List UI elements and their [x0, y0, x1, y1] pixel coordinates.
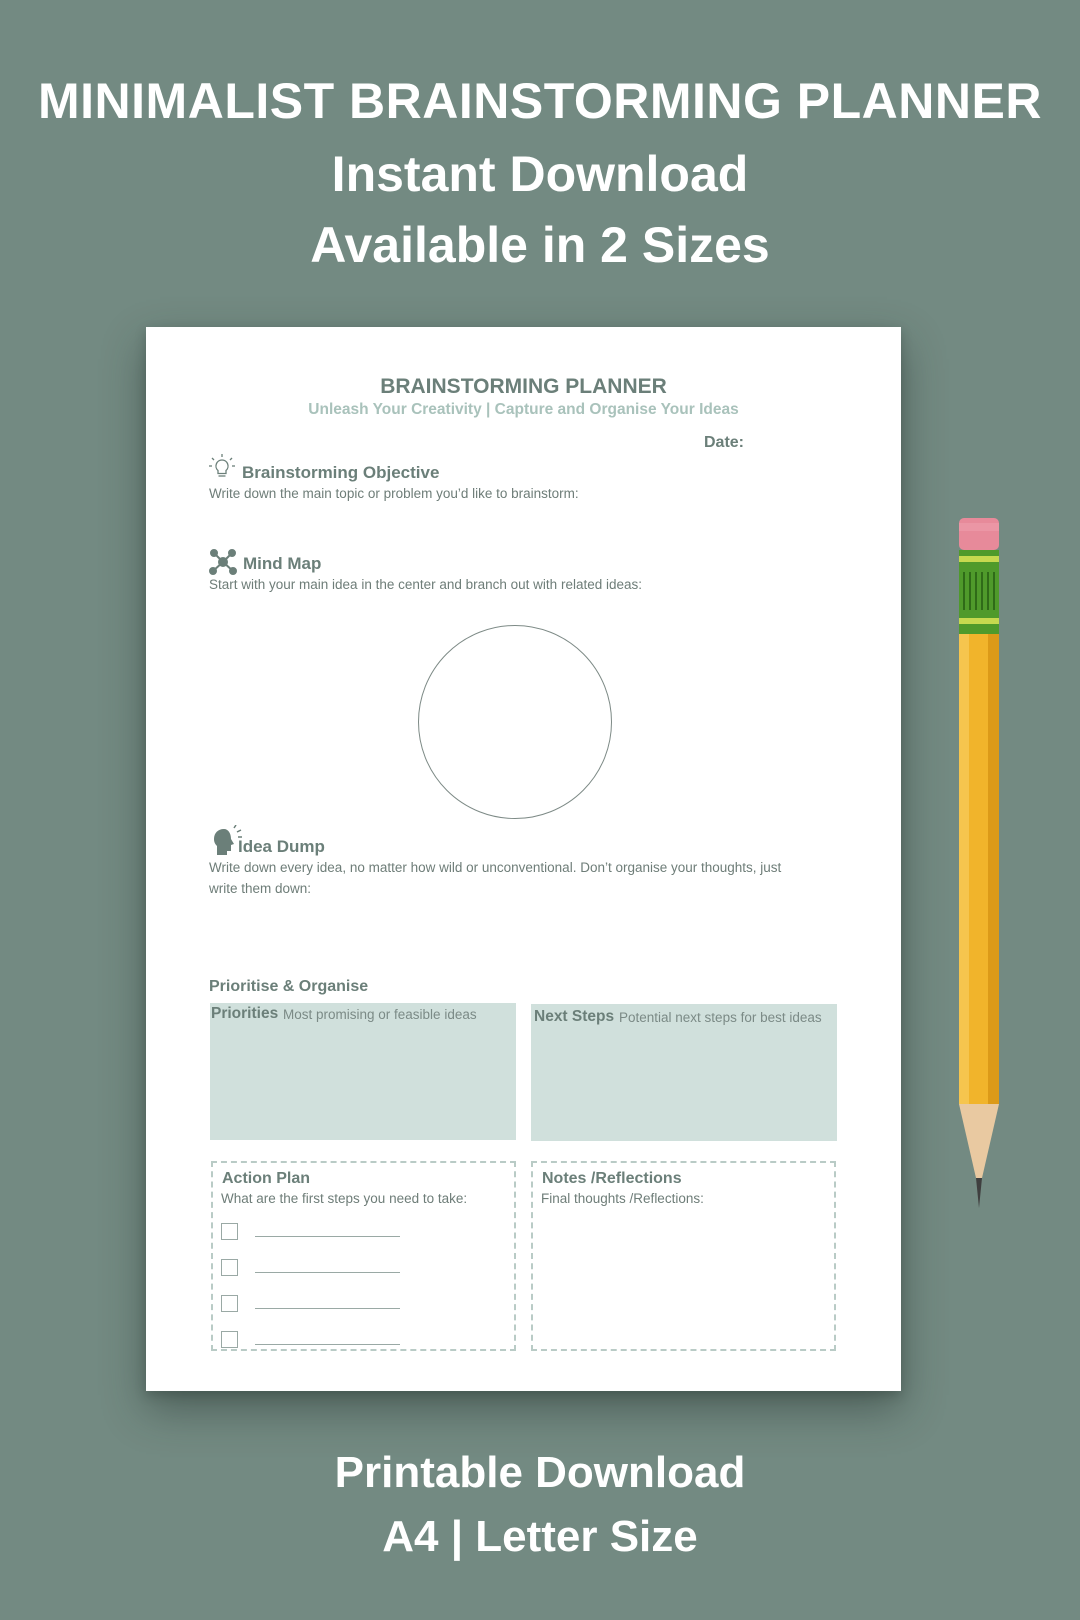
action-checkbox[interactable]: [221, 1331, 238, 1348]
banner-instant-download: Instant Download: [331, 146, 749, 202]
priorities-label: Priorities: [211, 1005, 279, 1022]
footer-sizes: A4 | Letter Size: [382, 1512, 698, 1561]
action-checkbox[interactable]: [221, 1259, 238, 1276]
action-line[interactable]: [255, 1344, 400, 1345]
objective-text: Write down the main topic or problem you’d like to brainstorm:: [209, 486, 579, 501]
next-steps-box[interactable]: [531, 1004, 837, 1141]
pencil-image: [958, 518, 1000, 1208]
mind-map-heading: Mind Map: [243, 554, 322, 573]
idea-dump-text: Write down every idea, no matter how wild or unconventional. Don’t organise your thoughts, just write them down:: [209, 860, 782, 896]
network-icon: [209, 549, 237, 575]
footer-printable-download: Printable Download: [334, 1448, 746, 1497]
action-line[interactable]: [255, 1236, 400, 1237]
date-label: Date:: [703, 434, 744, 451]
idea-dump-heading: Idea Dump: [238, 837, 325, 856]
action-checkbox[interactable]: [221, 1223, 238, 1240]
action-line[interactable]: [255, 1272, 400, 1273]
objective-heading: Brainstorming Objective: [242, 463, 440, 482]
notes-heading: Notes /Reflections: [542, 1170, 682, 1187]
next-steps-hint: Potential next steps for best ideas: [619, 1010, 822, 1025]
planner-sheet: [146, 327, 901, 1391]
notes-text: Final thoughts /Reflections:: [541, 1191, 704, 1206]
banner-sizes: Available in 2 Sizes: [310, 217, 770, 273]
action-checkbox[interactable]: [221, 1295, 238, 1312]
notes-box[interactable]: [531, 1161, 836, 1351]
action-line[interactable]: [255, 1308, 400, 1309]
banner-headline: MINIMALIST BRAINSTORMING PLANNER: [38, 73, 1042, 129]
action-plan-heading: Action Plan: [222, 1170, 311, 1187]
mind-map-center-circle[interactable]: [418, 625, 612, 819]
prioritise-heading: Prioritise & Organise: [209, 978, 369, 995]
priorities-hint: Most promising or feasible ideas: [283, 1007, 477, 1022]
planner-title: BRAINSTORMING PLANNER: [380, 375, 667, 398]
mind-map-text: Start with your main idea in the center and branch out with related ideas:: [209, 577, 642, 592]
action-plan-text: What are the first steps you need to take:: [221, 1191, 468, 1206]
action-plan-box: [211, 1161, 516, 1351]
priorities-box[interactable]: [210, 1003, 516, 1140]
lightbulb-icon: [208, 453, 236, 481]
planner-subtitle: Unleash Your Creativity | Capture and Organise Your Ideas: [308, 401, 739, 418]
next-steps-label: Next Steps: [534, 1008, 615, 1025]
